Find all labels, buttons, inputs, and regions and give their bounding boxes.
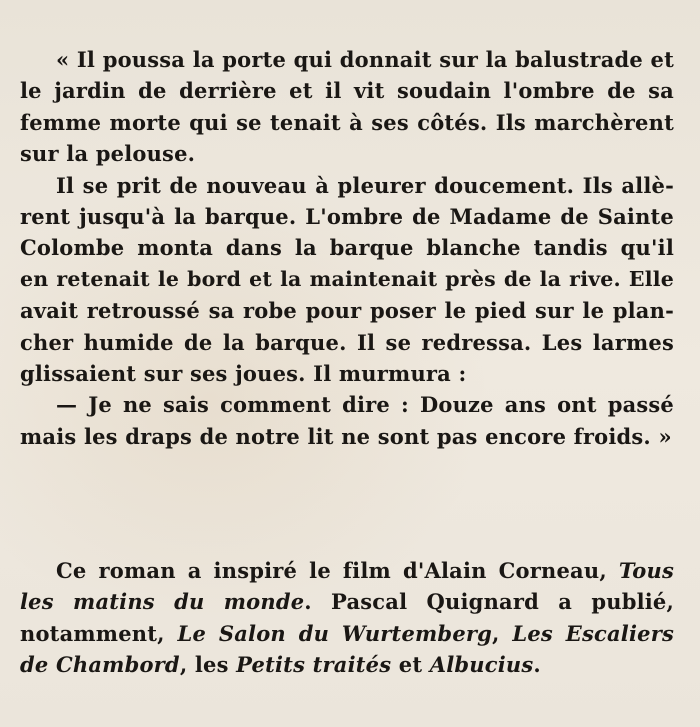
excerpt-line: « Il poussa la porte qui donnait sur la balustrade et (56, 47, 674, 72)
note-text: . (533, 652, 541, 678)
note-text: , (492, 620, 513, 646)
book-title: Le Salon du Wurtemberg (177, 620, 493, 646)
excerpt-line: le jardin de derrière et il vit soudain l'ombre de sa (20, 78, 674, 104)
book-title: Les Escaliers (512, 620, 674, 646)
book-title: Petits traités (236, 652, 392, 678)
note-text: Ce roman a inspiré le film d'Alain Corneau, (56, 558, 619, 583)
publisher-note (20, 555, 674, 681)
book-title: Albucius (429, 652, 534, 678)
novel-excerpt (20, 44, 674, 452)
note-text: notamment, (20, 620, 178, 646)
note-line (20, 586, 674, 617)
book-title: de Chambord (20, 652, 180, 678)
film-title: les matins du monde (20, 589, 305, 615)
excerpt-line: glissaient sur ses joues. Il murmura : (20, 361, 467, 387)
excerpt-line: — Je ne sais comment dire : Douze ans ont passé (56, 392, 674, 418)
excerpt-line: avait retroussé sa robe pour poser le pied sur le plan- (20, 298, 674, 324)
note-line (20, 618, 674, 649)
excerpt-line: en retenait le bord et la maintenait près de la rive. Elle (20, 266, 674, 291)
film-title: Tous (618, 558, 674, 583)
excerpt-line: Il se prit de nouveau à pleurer doucement. Ils allè- (56, 172, 674, 198)
excerpt-line: sur la pelouse. (20, 141, 196, 167)
excerpt-line: Colombe monta dans la barque blanche tandis qu'il (20, 235, 674, 261)
excerpt-line: mais les draps de notre lit ne sont pas encore froids. » (20, 423, 672, 449)
excerpt-line: femme morte qui se tenait à ses côtés. Ils marchèrent (20, 109, 674, 135)
note-text: et (391, 652, 430, 678)
excerpt-line: rent jusqu'à la barque. L'ombre de Madame de Sainte (20, 204, 674, 230)
note-line (20, 649, 674, 680)
excerpt-line: cher humide de la barque. Il se redressa. Les larmes (20, 329, 674, 355)
note-text: , les (179, 652, 237, 678)
note-text: . Pascal Quignard a publié, (304, 589, 674, 615)
note-line (20, 555, 674, 586)
